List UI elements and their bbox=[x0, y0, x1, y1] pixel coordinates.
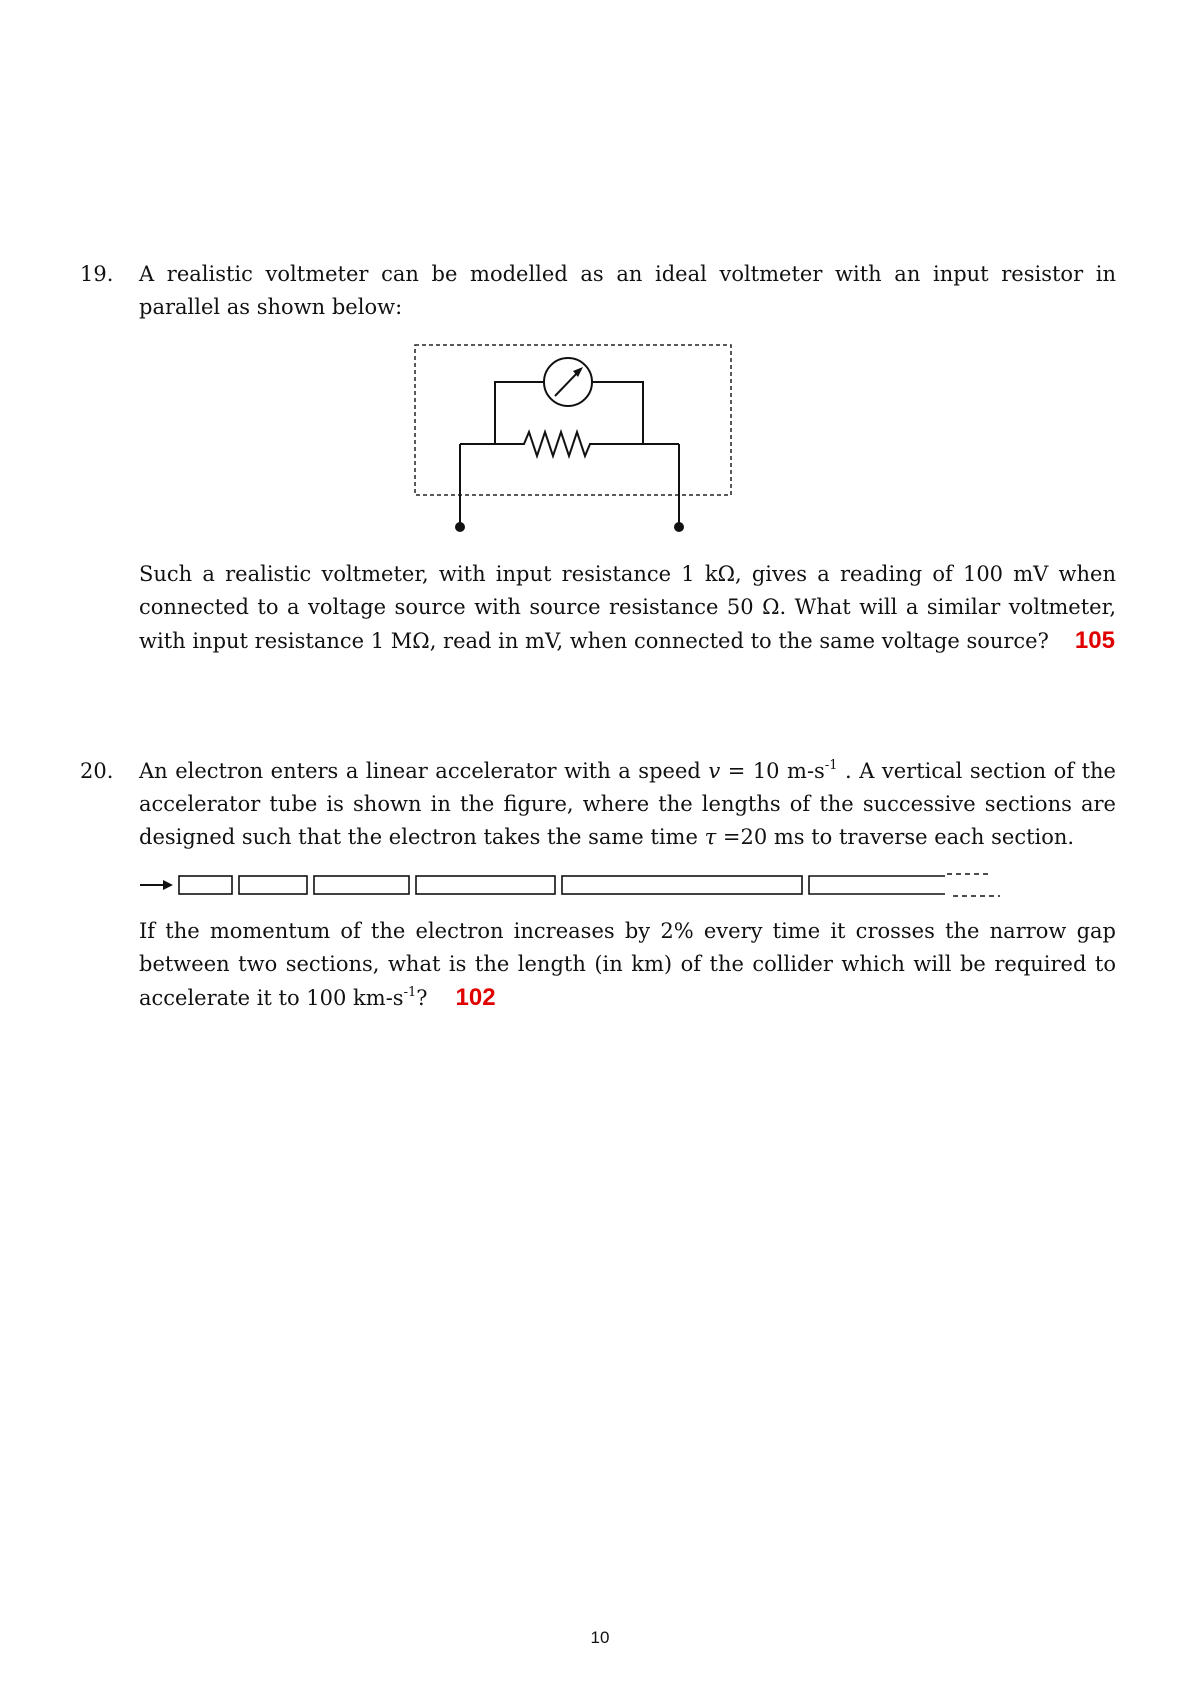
voltmeter-circuit-figure bbox=[410, 340, 740, 540]
intro-text: . A vertical section of the accelerator tube is shown in the figure, where the lengths of the successive sections are designed such that the electron takes the same time bbox=[139, 759, 1116, 849]
question-intro bbox=[139, 755, 1116, 854]
speed-symbol: v bbox=[708, 759, 721, 783]
question-number: 20. bbox=[80, 759, 114, 783]
arrow-icon bbox=[140, 880, 173, 890]
voltmeter-icon bbox=[544, 358, 592, 406]
tube-section bbox=[314, 876, 409, 894]
question-body bbox=[139, 558, 1116, 658]
question-body-text: Such a realistic voltmeter, with input resistance 1 kΩ, gives a reading of 100 mV when connected to a voltage source with source resistance 50 Ω. What will a similar voltmeter, with input resistance 1 MΩ, read in mV, when connected to the same voltage source? bbox=[139, 562, 1116, 653]
question-mark: ? bbox=[416, 986, 428, 1010]
answer-label: 105 bbox=[1074, 627, 1115, 654]
page-number: 10 bbox=[590, 1628, 610, 1647]
superscript: -1 bbox=[403, 985, 417, 1000]
upper-wire-right bbox=[592, 382, 643, 444]
resistor-icon bbox=[460, 432, 679, 456]
question-intro: A realistic voltmeter can be modelled as an ideal voltmeter with an input resistor in parallel as shown below: bbox=[139, 262, 1116, 319]
question-body bbox=[139, 915, 1116, 1015]
terminal-icon bbox=[674, 522, 684, 532]
question-body-text: If the momentum of the electron increases by 2% every time it crosses the narrow gap between two sections, what is the length (in km) of the collider which will be required to accelerate it to 100 km-s bbox=[139, 919, 1116, 1010]
answer-label: 102 bbox=[455, 984, 496, 1011]
tau-symbol: τ bbox=[704, 825, 717, 849]
question-number: 19. bbox=[80, 262, 114, 286]
tube-section bbox=[562, 876, 802, 894]
upper-wire-left bbox=[495, 382, 544, 444]
dashed-continuation bbox=[947, 874, 1000, 896]
intro-text: An electron enters a linear accelerator with a speed bbox=[139, 759, 709, 783]
intro-text: = 10 m-s bbox=[720, 759, 825, 783]
tube-section bbox=[239, 876, 307, 894]
terminal-icon bbox=[455, 522, 465, 532]
superscript: -1 bbox=[824, 758, 838, 773]
tube-section-open bbox=[809, 876, 945, 894]
tube-section bbox=[179, 876, 232, 894]
tube-section bbox=[416, 876, 555, 894]
accelerator-tube-figure bbox=[135, 865, 1015, 905]
intro-text: =20 ms to traverse each section. bbox=[716, 825, 1075, 849]
